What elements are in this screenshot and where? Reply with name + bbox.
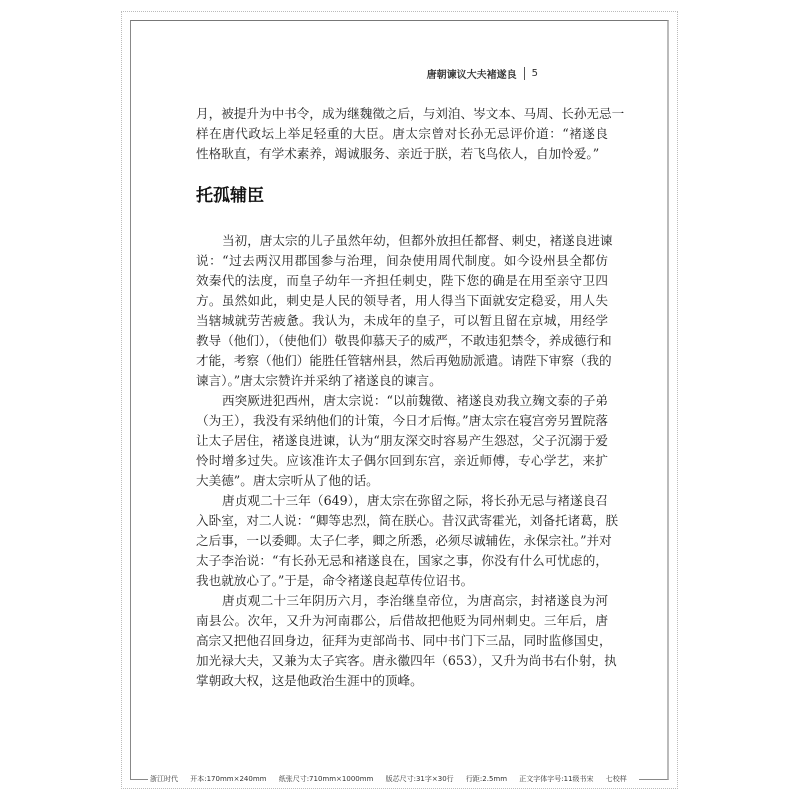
text-line: 太子李治说：“有长孙无忌和褚遂良在，国家之事，你没有什么可忧虑的， [196,553,608,568]
paragraph [196,391,608,491]
text-line: 效秦代的法度，而皇子幼年一齐担任刺史，陛下您的确是在用至亲守卫四 [196,273,608,288]
text-line: 之后事，一以委卿。太子仁孝，卿之所悉，必须尽诚辅佐，永保宗社。”并对 [196,533,612,548]
text-line: 才能，考察（他们）能胜任管辖州县，然后再勉励派遣。请陛下审察（我的 [196,353,612,368]
footer-proof: 七校样 [605,775,627,783]
text-line: 入卧室，对二人说：“卿等忠烈，简在朕心。昔汉武寄霍光，刘备托诸葛，朕 [196,513,619,528]
text-line: 当初，唐太宗的儿子虽然年幼，但都外放担任都督、刺史，褚遂良进谏 [222,233,613,248]
chapter-title: 唐朝谏议大夫褚遂良 [426,70,517,81]
running-header [427,66,538,81]
footer-format: 开本:170mm×240mm [190,775,267,783]
text-line: （为王），我没有采纳他们的计策，今日才后悔。”唐太宗在寝宫旁另置院落 [196,413,608,428]
text-line: 谏言）。”唐太宗赞许并采纳了褚遂良的谏言。 [196,373,442,388]
header-divider [524,67,525,80]
footer-publisher: 浙江时代 [150,775,178,783]
intro-paragraph [196,104,625,164]
text-line: 掌朝政大权，这是他政治生涯中的顶峰。 [196,673,423,688]
text-line: 高宗又把他召回身边，征拜为吏部尚书、同中书门下三品，同时监修国史， [196,633,612,648]
footer-paper-size: 纸张尺寸:710mm×1000mm [278,775,374,783]
text-line: 唐贞观二十三年阴历六月，李治继皇帝位，为唐高宗，封褚遂良为河 [222,593,608,608]
text-line: 说：“过去两汉用郡国参与治理，间杂使用周代制度。如今设州县全都仿 [196,253,608,268]
text-line: 西突厥进犯西州，唐太宗说：“以前魏徵、褚遂良劝我立麹文泰的子弟 [222,393,608,408]
paragraph [196,591,617,691]
page-number: 5 [531,68,538,79]
text-line: 南县公。次年，又升为河南郡公，后借故把他贬为同州刺史。三年后，唐 [196,613,608,628]
text-line: 唐贞观二十三年（649），唐太宗在弥留之际，将长孙无忌与褚遂良召 [222,493,608,508]
body-text [196,104,625,691]
paragraph [196,231,613,391]
footer-line-spacing: 行距:2.5mm [465,775,508,783]
paragraphs [196,231,619,691]
footer-body-font: 正文字体字号:11级书宋 [519,775,594,783]
text-line: 样在唐代政坛上举足轻重的大臣。唐太宗曾对长孙无忌评价道：“褚遂良 [196,126,608,141]
text-line: 大美德”。唐太宗听从了他的话。 [196,473,379,488]
text-line: 让太子居住，褚遂良进谏，认为“朋友深交时容易产生怨怼，父子沉溺于爱 [196,433,608,448]
section-heading: 托孤辅臣 [196,186,264,206]
text-line: 月，被提升为中书令，成为继魏徵之后，与刘洎、岑文本、马周、长孙无忌一 [196,106,625,121]
text-line: 性格耿直，有学术素养，竭诚服务、亲近于朕，若飞鸟依人，自加怜爱。” [196,146,600,161]
paragraph [196,491,619,591]
text-line: 怜时增多过失。应该准许太子偶尔回到东宫，亲近师傅，专心学艺，来扩 [196,453,608,468]
print-spec-footer [148,774,639,784]
footer-type-area: 版芯尺寸:31字×30行 [385,775,454,783]
text-line: 教导（他们），（使他们）敬畏仰慕天子的威严，不敢违犯禁令，养成德行和 [196,333,612,348]
text-line: 当辖城就劳苦疲惫。我认为，未成年的皇子，可以暂且留在京城，用经学 [196,313,608,328]
text-line: 加光禄大夫，又兼为太子宾客。唐永徽四年（653），又升为尚书右仆射，执 [196,653,617,668]
text-line: 我也就放心了。”于是，命令褚遂良起草传位诏书。 [196,573,474,588]
text-line: 方。虽然如此，刺史是人民的领导者，用人得当下面就安定稳妥，用人失 [196,293,608,308]
